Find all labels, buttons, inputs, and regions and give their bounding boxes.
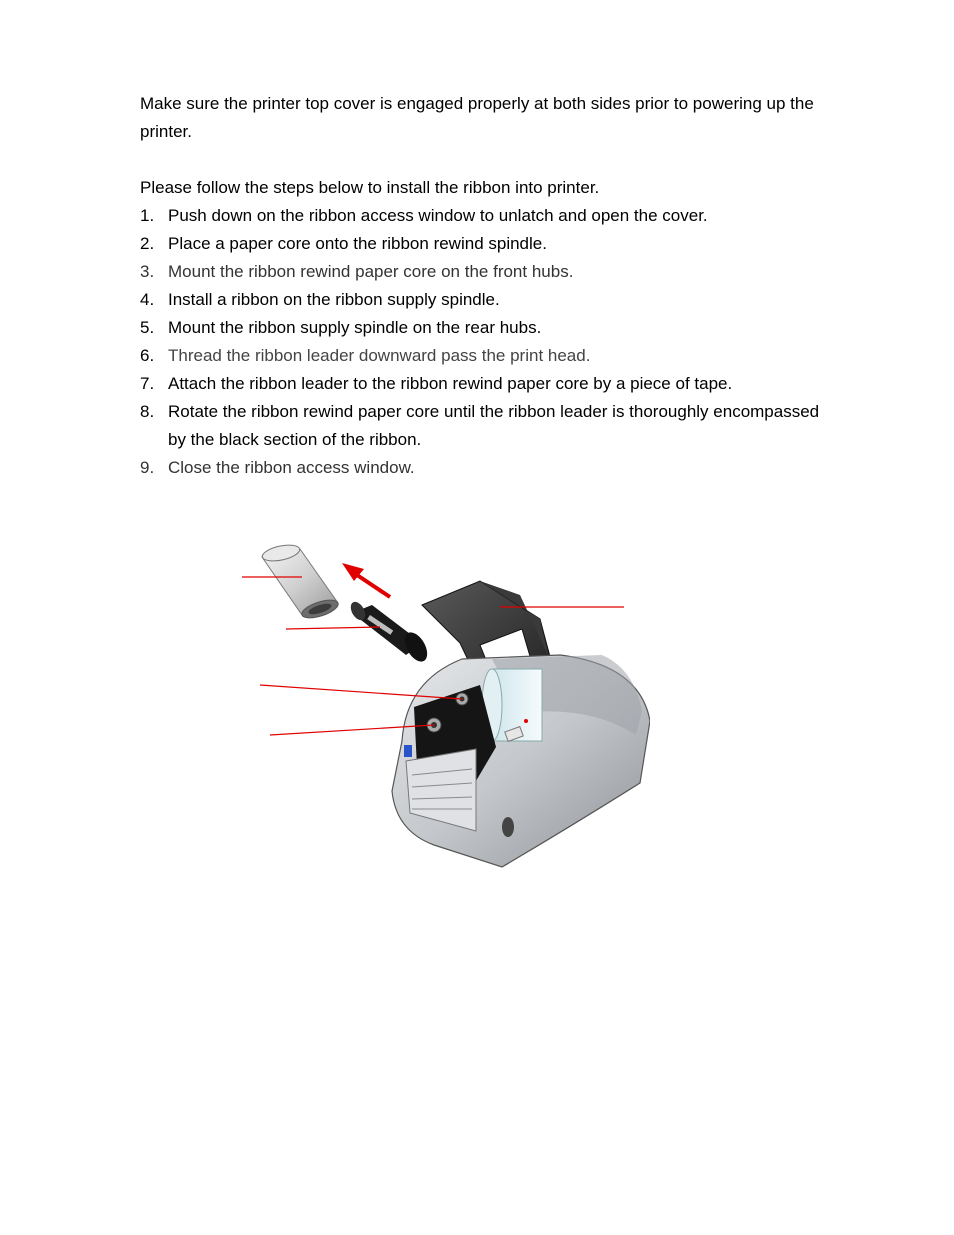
step-number: 8.	[140, 402, 155, 421]
step-number: 2.	[140, 234, 155, 253]
install-steps-list	[140, 202, 840, 482]
step-number: 5.	[140, 318, 155, 337]
ribbon-spindle	[348, 599, 432, 665]
step-text: Place a paper core onto the ribbon rewind spindle.	[168, 234, 547, 253]
step-text: Attach the ribbon leader to the ribbon rewind paper core by a piece of tape.	[168, 374, 733, 393]
step-text: Thread the ribbon leader downward pass the print head.	[168, 346, 591, 365]
printer-ribbon-illustration	[230, 535, 650, 875]
step-number: 1.	[140, 206, 155, 225]
step-number: 9.	[140, 458, 155, 477]
arrow-icon	[342, 563, 390, 597]
step-item	[140, 314, 840, 342]
step-item	[140, 202, 840, 230]
step-item	[140, 286, 840, 314]
intro-paragraph: Make sure the printer top cover is engaged properly at both sides prior to powering up the printer.	[140, 94, 814, 141]
paper-core	[261, 542, 340, 621]
step-item	[140, 454, 840, 482]
step-number: 3.	[140, 262, 155, 281]
step-text: Mount the ribbon rewind paper core on the front hubs.	[168, 262, 574, 281]
step-text: Mount the ribbon supply spindle on the rear hubs.	[168, 318, 542, 337]
step-number: 7.	[140, 374, 155, 393]
step-item	[140, 258, 840, 286]
step-item	[140, 342, 840, 370]
step-text: Install a ribbon on the ribbon supply spindle.	[168, 290, 500, 309]
step-text: Close the ribbon access window.	[168, 458, 415, 477]
step-item	[140, 370, 840, 398]
step-item	[140, 230, 840, 258]
steps-lead-text: Please follow the steps below to install the ribbon into printer.	[140, 178, 600, 197]
printer-body	[392, 655, 650, 867]
step-text: Rotate the ribbon rewind paper core until the ribbon leader is thoroughly encompassed by the black section of the ribbon.	[168, 402, 820, 449]
step-text: Push down on the ribbon access window to unlatch and open the cover.	[168, 206, 708, 225]
step-item	[140, 398, 840, 454]
step-number: 6.	[140, 346, 155, 365]
step-number: 4.	[140, 290, 155, 309]
